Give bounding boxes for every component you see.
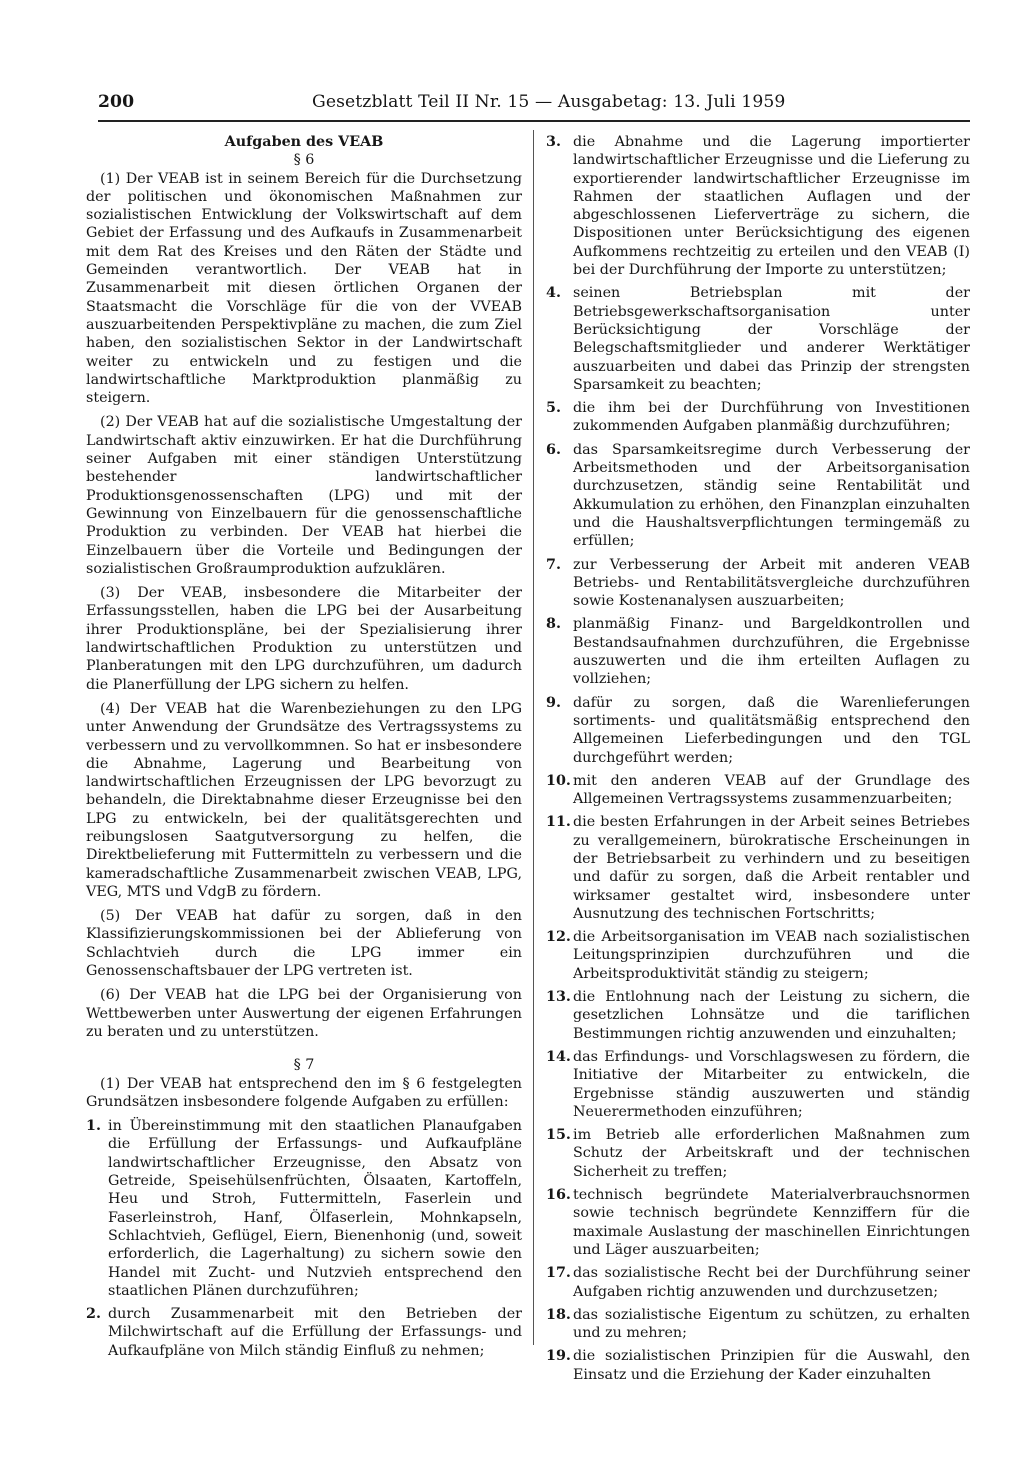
list-item bbox=[546, 988, 970, 1043]
item-text: planmäßig Finanz- und Bargeldkontrollen und Bestandsaufnahmen durchzuführen, die Ergebnisse auszuwerten und die ihm erteilten Auflagen zu vollziehen; bbox=[573, 616, 970, 688]
s6-paragraph-5: (5) Der VEAB hat dafür zu sorgen, daß in den Klassifizierungskommissionen bei der Ablieferung von Schlachtvieh durch die LPG immer ein Genossenschaftsbauer der LPG vertreten ist. bbox=[86, 908, 522, 980]
item-text: durch Zusammenarbeit mit den Betrieben der Milchwirtschaft auf die Erfüllung der Erfassungs- und Aufkaufpläne von Milch ständig Einfluß zu nehmen; bbox=[108, 1306, 522, 1359]
list-item bbox=[546, 694, 970, 767]
s6-paragraph-6: (6) Der VEAB hat die LPG bei der Organisierung von Wettbewerben unter Auswertung der eigenen Erfahrungen zu beraten und zu unterstützen. bbox=[86, 987, 522, 1040]
list-item bbox=[86, 1117, 522, 1300]
page-number: 200 bbox=[98, 92, 135, 112]
list-item bbox=[546, 399, 970, 436]
item-number: 15. bbox=[546, 1127, 571, 1144]
item-number: 8. bbox=[546, 616, 561, 633]
item-number: 9. bbox=[546, 694, 561, 711]
running-title: Gesetzblatt Teil II Nr. 15 — Ausgabetag: 13. Juli 1959 bbox=[312, 92, 786, 112]
section-7-mark: § 7 bbox=[293, 1057, 315, 1074]
item-number: 7. bbox=[546, 556, 561, 573]
column-divider bbox=[533, 130, 534, 1345]
list-item bbox=[546, 1264, 970, 1301]
list-item bbox=[546, 772, 970, 809]
item-number: 5. bbox=[546, 400, 561, 417]
item-text: das Erfindungs- und Vorschlagswesen zu fördern, die Initiative der Mitarbeiter zu entwickeln, die Ergebnisse ständig auszuwerten und ständig Neuerermethoden einzuführen; bbox=[573, 1048, 970, 1120]
item-text: in Übereinstimmung mit den staatlichen Planaufgaben die Erfüllung der Erfassungs- und Aufkaufpläne landwirtschaftlicher Erzeugnisse, den Absatz von Getreide, Speisehülsenfrüchten, Ölsaaten, Kartoffeln, Heu und Stroh, Futtermitteln, Faserlein und Faserleinstroh, Hanf, Ölfaserlein, Mohnkapseln, Schlachtvieh, Geflügel, Eiern, Bienenhonig (und, soweit erforderlich, die Lagerhaltung) zu sichern sowie den Handel mit Zucht- und Nutzvieh entsprechend den staatlichen Plänen durchzuführen; bbox=[108, 1118, 522, 1299]
item-number: 4. bbox=[546, 285, 561, 302]
item-text: seinen Betriebsplan mit der Betriebsgewerkschaftsorganisation unter Berücksichtigung der Vorschläge der Belegschaftsmitglieder und anderer Werktätiger auszuarbeiten und dabei das Prinzip der strengsten Sparsamkeit zu beachten; bbox=[573, 285, 970, 393]
item-number: 13. bbox=[546, 989, 571, 1006]
s6-paragraph-1: (1) Der VEAB ist in seinem Bereich für die Durchsetzung der politischen und ökonomischen Maßnahmen zur sozialistischen Entwicklung der Volkswirtschaft auf dem Gebiet der Erfassung und des Aufkaufs in Zusammenarbeit mit dem Rat des Kreises und den Räten der Städte und Gemeinden verantwortlich. Der VEAB hat in Zusammenarbeit mit diesen örtlichen Organen der Staatsmacht die Vorschläge für die von der VVEAB auszuarbeitenden Perspektivpläne zu machen, die zum Ziel haben, den sozialistischen Sektor in der Landwirtschaft weiter zu entwickeln und zu festigen und die landwirtschaftliche Marktproduktion planmäßig zu steigern. bbox=[86, 170, 522, 407]
item-number: 18. bbox=[546, 1306, 571, 1323]
list-item bbox=[546, 813, 970, 923]
list-item bbox=[546, 928, 970, 983]
list-item bbox=[546, 284, 970, 394]
page-header bbox=[98, 89, 960, 115]
right-column bbox=[546, 133, 970, 1399]
s6-paragraph-4: (4) Der VEAB hat die Warenbeziehungen zu den LPG unter Anwendung der Grundsätze des Vertragssystems zu verbessern und zu vervollkommnen. So hat er insbesondere die Abnahme, Lagerung und Bearbeitung von landwirtschaftlichen Erzeugnissen der LPG bevorzugt zu behandeln, die Direktabnahme dieser Erzeugnisse bei den LPG zu entwickeln, bei der qualitätsgerechten und reibungslosen Saatgutversorgung zu helfen, die Direktbelieferung mit Futtermitteln zu verbessern und die kameradschaftliche Zusammenarbeit zwischen VEAB, LPG, VEG, MTS und VdgB zu fördern. bbox=[86, 700, 522, 900]
item-text: die Arbeitsorganisation im VEAB nach sozialistischen Leitungsprinzipien durchzuführen und die Arbeitsproduktivität ständig zu steigern; bbox=[573, 929, 970, 982]
item-text: das sozialistische Recht bei der Durchführung seiner Aufgaben richtig anzuwenden und durchzusetzen; bbox=[573, 1265, 970, 1300]
item-number: 3. bbox=[546, 134, 561, 150]
list-item bbox=[546, 1306, 970, 1343]
item-number: 17. bbox=[546, 1265, 571, 1282]
item-text: zur Verbesserung der Arbeit mit anderen VEAB Betriebs- und Rentabilitätsvergleiche durchzuführen sowie Kostenanalysen auszuarbeiten; bbox=[573, 556, 970, 610]
s6-paragraph-3: (3) Der VEAB, insbesondere die Mitarbeiter der Erfassungsstellen, haben die LPG bei der Ausarbeitung ihrer Produktionspläne, bei der Spezialisierung ihrer landwirtschaftlichen Produktion zu unterstützen und Planberatungen mit den LPG durchzuführen, um dadurch die Planerfüllung der LPG sichern zu helfen. bbox=[86, 585, 522, 693]
list-item bbox=[546, 556, 970, 611]
list-item bbox=[546, 441, 970, 551]
item-number: 11. bbox=[546, 814, 571, 831]
list-item bbox=[546, 1126, 970, 1181]
section-6-mark: § 6 bbox=[293, 152, 315, 169]
item-text: die Entlohnung nach der Leistung zu sichern, die gesetzlichen Lohnsätze und die tariflichen Bestimmungen richtig anzuwenden und einzuhalten; bbox=[573, 989, 970, 1042]
list-item bbox=[546, 1347, 970, 1384]
list-item bbox=[546, 1048, 970, 1121]
s7-intro: (1) Der VEAB hat entsprechend den im § 6 festgelegten Grundsätzen insbesondere folgende Aufgaben zu erfüllen: bbox=[86, 1075, 522, 1110]
item-number: 1. bbox=[86, 1118, 101, 1135]
list-item bbox=[546, 615, 970, 688]
item-text: die ihm bei der Durchführung von Investitionen zukommenden Aufgaben planmäßig durchzuführen; bbox=[573, 400, 970, 435]
left-column bbox=[86, 133, 522, 1365]
item-number: 14. bbox=[546, 1048, 571, 1065]
item-number: 16. bbox=[546, 1187, 571, 1204]
item-text: die Abnahme und die Lagerung importierter landwirtschaftlicher Erzeugnisse und die Lieferung zu exportierender landwirtschaftlicher Erzeugnisse im Rahmen der staatlichen Auflagen und der abgeschlossenen Lieferverträge zu sichern, die Dispositionen unter Berücksichtigung des eigenen Aufkommens rechtzeitig zu erteilen und den VEAB (I) bei der Durchführung der Importe zu unterstützen; bbox=[573, 134, 970, 279]
s6-paragraph-2: (2) Der VEAB hat auf die sozialistische Umgestaltung der Landwirtschaft aktiv einzuwirken. Er hat die Durchführung seiner Aufgaben mit einer ständigen Unterstützung bestehender landwirtschaftlicher Produktionsgenossenschaften (LPG) und mit der Gewinnung von Einzelbauern für die genossenschaftliche Produktion zu verbinden. Der VEAB hat hierbei die Einzelbauern über die Vorteile und Bedingungen der sozialistischen Großraumproduktion aufzuklären. bbox=[86, 414, 522, 577]
item-text: technisch begründete Materialverbrauchsnormen sowie technisch begründete Kennziffern für die maximale Auslastung der maschinellen Einrichtungen und Läger auszuarbeiten; bbox=[573, 1187, 970, 1258]
item-number: 10. bbox=[546, 772, 571, 789]
header-rule bbox=[98, 120, 970, 122]
item-text: das Sparsamkeitsregime durch Verbesserung der Arbeitsmethoden und der Arbeitsorganisation durchzusetzen, ständig seine Rentabilität und Akkumulation zu erhöhen, den Finanzplan einzuhalten und die Haushaltsverpflichtungen termingemäß zu erfüllen; bbox=[573, 441, 970, 550]
list-item bbox=[546, 133, 970, 279]
list-item bbox=[546, 1186, 970, 1259]
item-text: dafür zu sorgen, daß die Warenlieferungen sortiments- und qualitätsmäßig entsprechend den Allgemeinen Lieferbedingungen und den TGL durchgeführt werden; bbox=[573, 694, 970, 766]
section-heading: Aufgaben des VEAB bbox=[224, 134, 384, 150]
item-text: die besten Erfahrungen in der Arbeit seines Betriebes zu verallgemeinern, bürokratische Erscheinungen in der Betriebsarbeit zu verhindern und zu beseitigen und dafür zu sorgen, daß die Arbeit rentabler und wirksamer gestaltet wird, insbesondere unter Ausnutzung des technischen Fortschritts; bbox=[573, 814, 970, 922]
item-number: 6. bbox=[546, 441, 561, 458]
item-text: mit den anderen VEAB auf der Grundlage des Allgemeinen Vertragssystems zusammenzuarbeiten; bbox=[573, 772, 970, 808]
item-number: 19. bbox=[546, 1348, 571, 1365]
item-text: das sozialistische Eigentum zu schützen, zu erhalten und zu mehren; bbox=[573, 1306, 970, 1342]
item-text: die sozialistischen Prinzipien für die Auswahl, den Einsatz und die Erziehung der Kader einzuhalten bbox=[573, 1348, 970, 1383]
list-item bbox=[86, 1305, 522, 1360]
item-text: im Betrieb alle erforderlichen Maßnahmen zum Schutz der Arbeitskraft und der technischen Sicherheit zu treffen; bbox=[573, 1127, 970, 1180]
item-number: 2. bbox=[86, 1306, 101, 1323]
item-number: 12. bbox=[546, 929, 571, 946]
